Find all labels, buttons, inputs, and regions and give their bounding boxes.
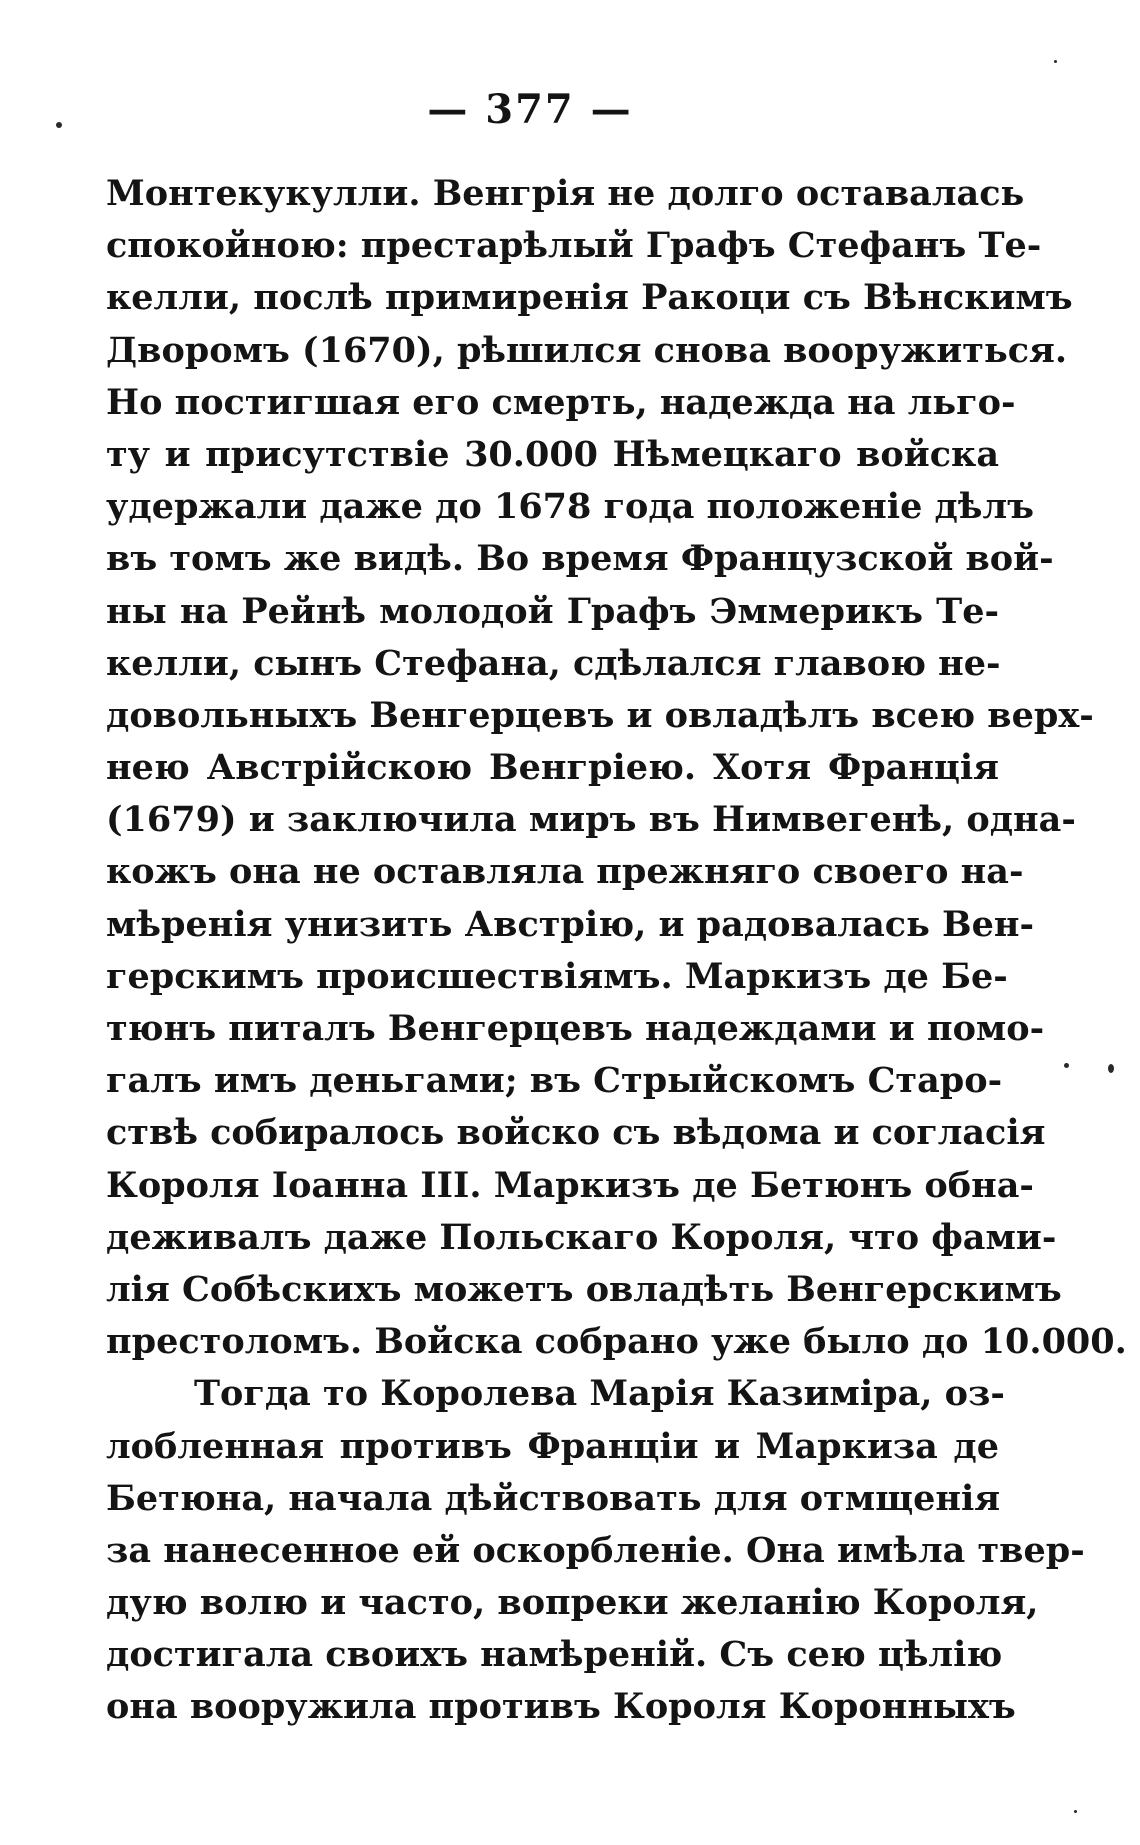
text-line: удержали даже до 1678 года положеніе дѣлъ [106, 486, 1034, 528]
text-line: Бетюна, начала дѣйствовать для отмщенія [106, 1477, 1001, 1519]
text-line: спокойною: престарѣлый Графъ Стефанъ Те- [106, 225, 1042, 267]
text-line: ны на Рейнѣ молодой Графъ Эммерикъ Те- [106, 590, 999, 632]
text-line: ствѣ собиралось войско съ вѣдома и согласія [106, 1112, 1046, 1154]
text-line: лія Собѣскихъ можетъ овладѣть Венгерскимъ [106, 1268, 1062, 1310]
text-line: Дворомъ (1670), рѣшился снова вооружиться. [106, 329, 1068, 371]
text-line: Монтекукулли. Венгрія не долго оставалась [106, 173, 1025, 214]
body-text [106, 168, 1127, 1734]
text-line: деживалъ даже Польскаго Короля, что фами- [106, 1216, 1057, 1258]
scan-speck [1108, 1064, 1114, 1073]
text-line: мѣренія унизить Австрію, и радовалась Вен- [106, 903, 1035, 945]
scan-speck [1064, 1063, 1069, 1068]
text-line: келли, послѣ примиренія Ракоци съ Вѣнскимъ [106, 277, 1073, 319]
text-line: довольныхъ Венгерцевъ и овладѣлъ всею верх- [106, 694, 1094, 736]
text-line: (1679) и заключила миръ въ Нимвегенѣ, одна- [106, 799, 1076, 841]
scan-speck [1054, 60, 1057, 63]
text-line: герскимъ происшествіямъ. Маркизъ де Бе- [106, 955, 1008, 997]
text-line: въ томъ же видѣ. Во время Французской вой- [106, 538, 1054, 580]
text-line: она вооружила противъ Короля Коронныхъ [106, 1686, 1016, 1728]
text-line: за нанесенное ей оскорбленіе. Она имѣла твер- [106, 1529, 1085, 1571]
text-line: кожъ она не оставляла прежняго своего на- [106, 851, 1024, 893]
text-line: тюнъ питалъ Венгерцевъ надеждами и помо- [106, 1008, 1045, 1049]
text-line: достигала своихъ намѣреній. Съ сею цѣлію [106, 1634, 1003, 1676]
text-line: ту и присутствіе 30.000 Нѣмецкаго войска [106, 433, 999, 475]
text-line: нею Австрійскою Венгріею. Хотя Франція [106, 747, 999, 789]
text-line: келли, сынъ Стефана, сдѣлался главою не- [106, 642, 1001, 684]
scan-speck [56, 122, 62, 128]
text-line: Короля Іоанна III. Маркизъ де Бетюнъ обна- [106, 1164, 1034, 1206]
paragraph-end-line: престоломъ. Войска собрано уже было до 10.000. [106, 1321, 1127, 1363]
text-line: дую волю и часто, вопреки желанію Короля, [106, 1582, 1039, 1624]
text-line: Но постигшая его смерть, надежда на льго- [106, 381, 1016, 423]
paragraph-start-line: Тогда то Королева Марія Казиміра, оз- [194, 1373, 1005, 1415]
text-line: галъ имъ деньгами; въ Стрыйскомъ Старо- [106, 1060, 1003, 1102]
text-line: лобленная противъ Франціи и Маркиза де [106, 1425, 999, 1467]
page-number: — 377 — [427, 86, 633, 133]
scan-speck [1074, 1810, 1077, 1813]
